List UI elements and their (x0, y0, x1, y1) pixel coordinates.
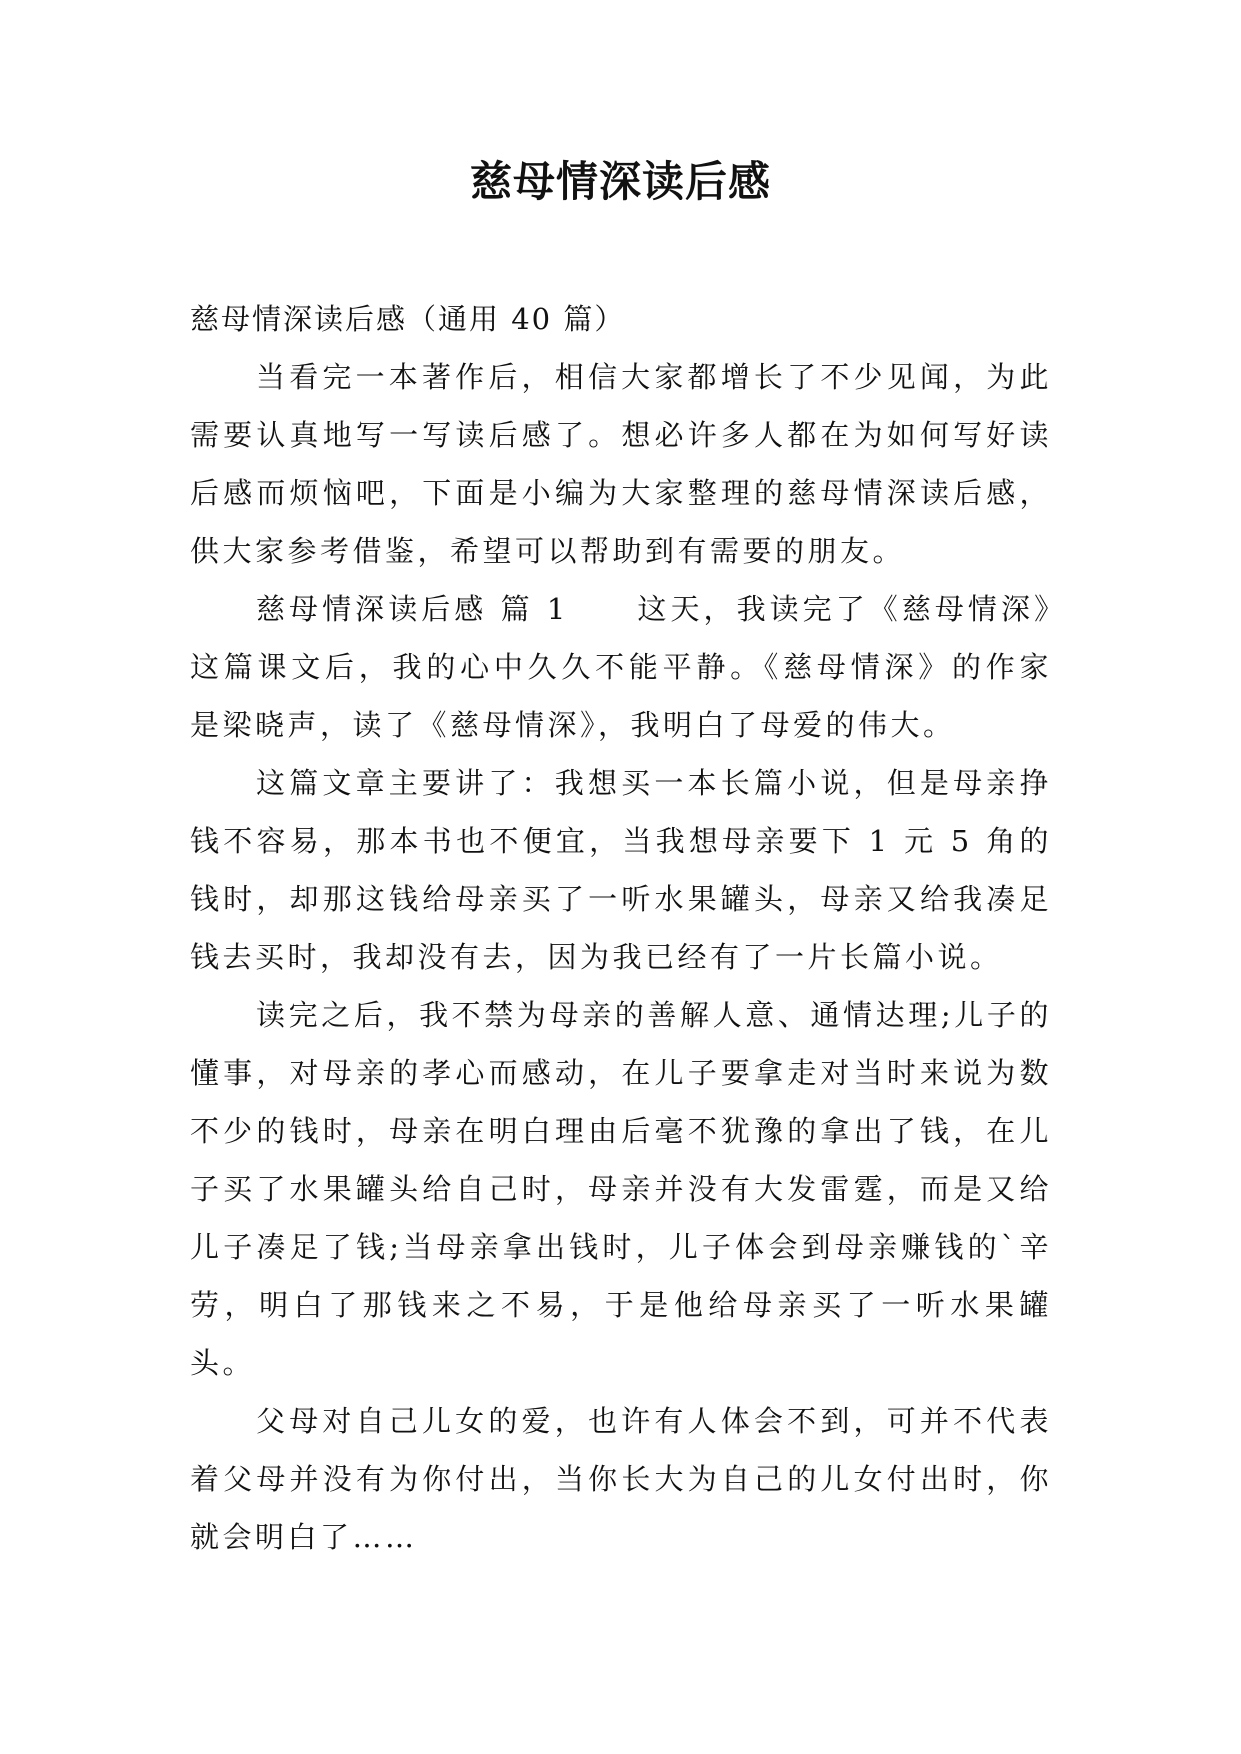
paragraph-text: 这天，我读完了《慈母情深》这篇课文后，我的心中久久不能平静。《慈母情深》的作家是梁晓声，读了《慈母情深》，我明白了母爱的伟大。 (190, 592, 1052, 742)
document-body (190, 290, 1052, 1566)
chapter-heading: 慈母情深读后感 篇 1 (256, 592, 569, 626)
intro-paragraph: 当看完一本著作后，相信大家都增长了不少见闻，为此需要认真地写一写读后感了。想必许多人都在为如何写好读后感而烦恼吧，下面是小编为大家整理的慈母情深读后感，供大家参考借鉴，希望可以帮助到有需要的朋友。 (190, 360, 1052, 568)
document-subtitle: 慈母情深读后感（通用 40 篇） (190, 302, 626, 336)
document-title: 慈母情深读后感 (469, 157, 771, 206)
paragraph: 读完之后，我不禁为母亲的善解人意、通情达理;儿子的懂事，对母亲的孝心而感动，在儿子要拿走对当时来说为数不少的钱时，母亲在明白理由后毫不犹豫的拿出了钱，在儿子买了水果罐头给自己时，母亲并没有大发雷霆，而是又给儿子凑足了钱;当母亲拿出钱时，儿子体会到母亲赚钱的`辛劳，明白了那钱来之不易，于是他给母亲买了一听水果罐头。 (190, 998, 1052, 1380)
paragraph: 父母对自己儿女的爱，也许有人体会不到，可并不代表着父母并没有为你付出，当你长大为自己的儿女付出时，你就会明白了…… (190, 1404, 1052, 1554)
chapter-1-first-paragraph (190, 580, 1052, 754)
paragraph: 这篇文章主要讲了：我想买一本长篇小说，但是母亲挣钱不容易，那本书也不便宜，当我想母亲要下 1 元 5 角的钱时，却那这钱给母亲买了一听水果罐头，母亲又给我凑足钱去买时，我却没有去，因为我已经有了一片长篇小说。 (190, 766, 1052, 974)
